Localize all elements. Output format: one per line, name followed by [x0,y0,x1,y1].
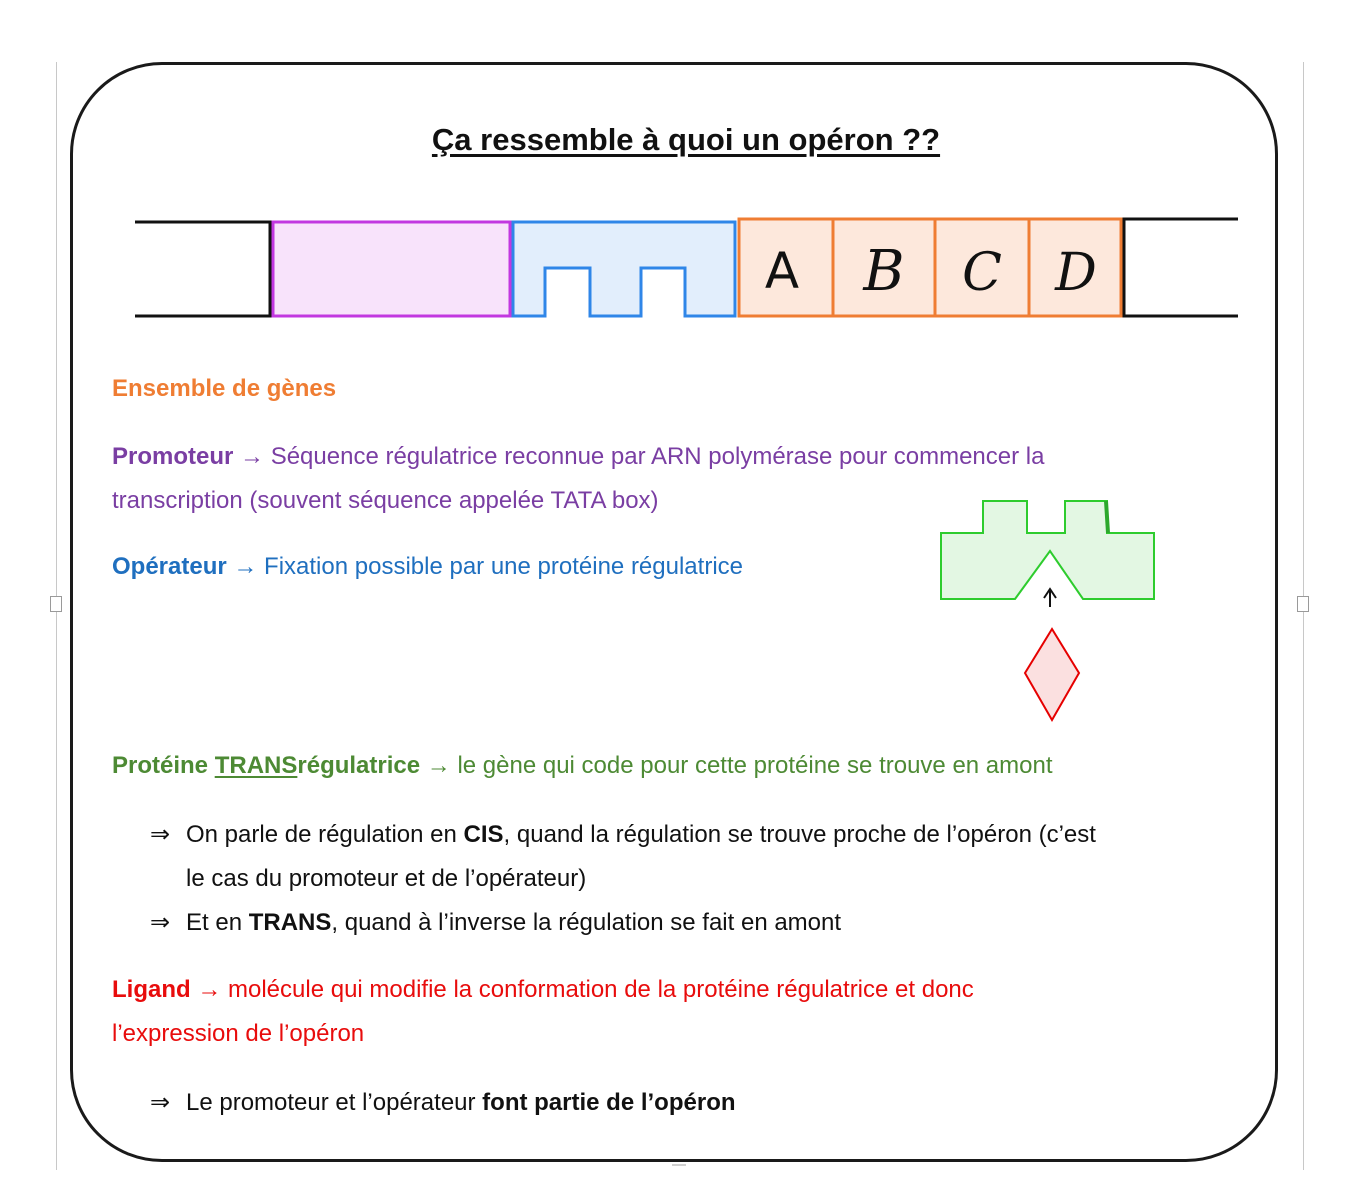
trans-text-pre: Et en [186,909,249,936]
ligand-definition [112,968,1232,1056]
trans-bold: TRANS [248,909,332,936]
ligand-text-line2: l’expression de l’opéron [112,1020,365,1047]
gene-label-a: A [764,242,800,300]
right-margin-line [1303,62,1304,1170]
regulatory-protein-diagram [935,495,1165,727]
operator-box [513,222,735,316]
gene-set-label: Ensemble de gènes [112,375,337,402]
protein-label-suffix: régulatrice [297,752,421,779]
cis-bullet [150,813,1260,901]
promoter-box [273,222,510,316]
left-margin-line [56,62,57,1170]
regulatory-protein-shape [941,501,1154,599]
implies-icon: ⇒ [150,821,171,848]
protein-label-trans: TRANS [214,752,298,779]
ligand-label: Ligand [112,976,191,1003]
right-flank-dna [1124,219,1238,316]
ligand-text-line1: molécule qui modifie la conformation de la protéine régulatrice et donc [228,976,974,1003]
final-text-pre: Le promoteur et l’opérateur [186,1089,483,1116]
promoter-arrow: → [240,443,265,470]
gene-label-d: D [1055,243,1097,303]
protein-text: le gène qui code pour cette protéine se trouve en amont [457,752,1053,779]
cis-text-pre: On parle de régulation en [186,821,464,848]
final-bold: font partie de l’opéron [482,1089,736,1116]
cis-bold: CIS [463,821,504,848]
promoter-text-line2: transcription (souvent séquence appelée TATA box) [112,487,659,514]
cis-text-post: , quand la régulation se trouve proche de l’opéron (c’est [503,821,1096,848]
implies-icon: ⇒ [150,909,171,936]
gene-label-c: C [962,243,1002,303]
trans-text-post: , quand à l’inverse la régulation se fait en amont [331,909,842,936]
operon-diagram [130,210,1242,325]
promoter-label: Promoteur [112,443,234,470]
ligand-diamond [1025,629,1079,720]
promoter-text-line1: Séquence régulatrice reconnue par ARN polymérase pour commencer la [270,443,1045,470]
operator-label: Opérateur [112,553,227,580]
trans-protein-definition [112,744,1053,788]
final-bullet [150,1081,736,1125]
right-resize-handle[interactable] [1297,596,1309,612]
left-resize-handle[interactable] [50,596,62,612]
operator-arrow: → [233,553,258,580]
protein-arrow: → [426,752,451,779]
bottom-resize-handle[interactable] [672,1164,686,1166]
page-title: Ça ressemble à quoi un opéron ?? [431,122,941,157]
cis-text-line2: le cas du promoteur et de l’opérateur) [186,865,587,892]
operator-text: Fixation possible par une protéine régulatrice [264,553,743,580]
trans-bullet [150,901,841,945]
operator-definition [112,545,743,589]
ligand-arrow: → [197,976,222,1003]
left-flank-dna [135,222,270,316]
protein-label-prefix: Protéine [112,752,215,779]
protein-edge-mark [1106,501,1108,533]
gene-label-b: B [863,239,905,304]
implies-icon: ⇒ [150,1089,171,1116]
binding-arrow-icon [1044,589,1056,607]
